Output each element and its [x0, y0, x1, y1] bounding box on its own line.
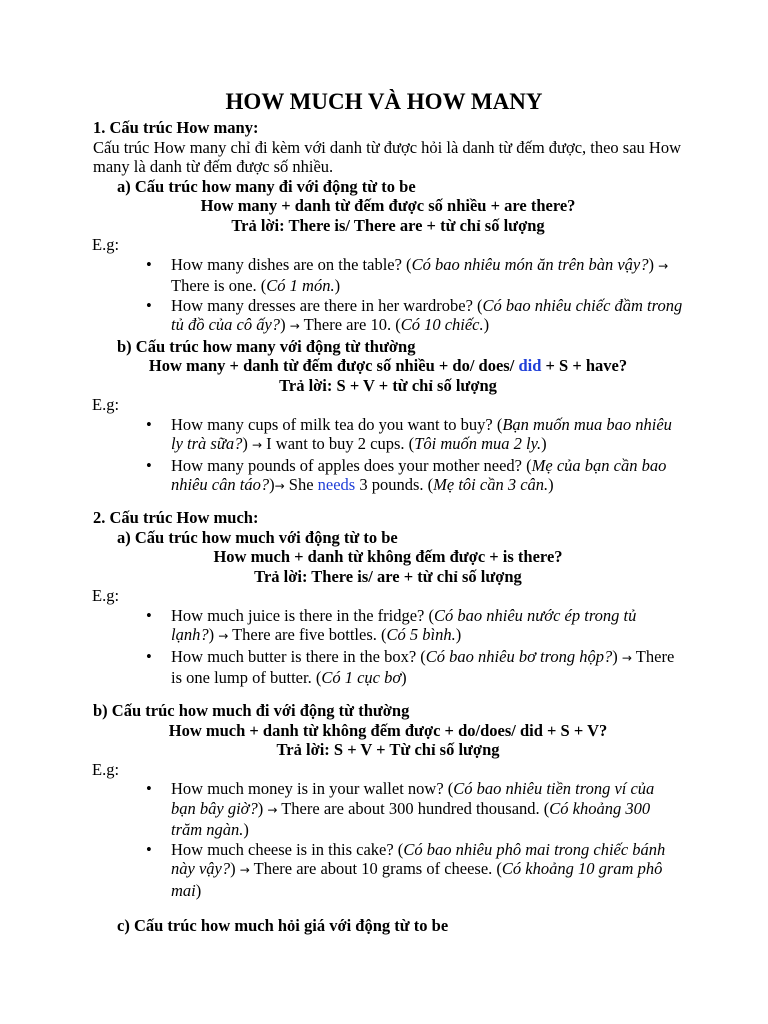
section-heading: 2. Cấu trúc How much:	[93, 508, 259, 527]
subsection-heading: a) Cấu trúc how much với động từ to be	[117, 527, 398, 547]
subsection-heading: a) Cấu trúc how many đi với động từ to be	[117, 176, 416, 196]
example-list	[93, 255, 683, 337]
question-text: How many pounds of apples does your mother need? (	[171, 455, 532, 475]
formula: How much + danh từ không đếm được + is there?	[213, 547, 563, 566]
answer-text: She	[284, 475, 318, 494]
answer-formula: Trả lời: There is/ There are + từ chỉ số lượng	[231, 215, 545, 235]
answer-translation: Có khoảng 10 gram phô mai	[171, 859, 663, 900]
subsection-heading: c) Cấu trúc how much hỏi giá với động từ to be	[117, 916, 449, 935]
answer-translation: Có 10 chiếc.	[400, 315, 484, 334]
example-list	[93, 415, 683, 497]
subsection-heading: b) Cấu trúc how much đi với động từ thường	[93, 701, 410, 720]
translation-text: Mẹ của bạn cần bao nhiêu cân táo?	[171, 455, 667, 494]
answer-text: There are about 10 grams of cheese. (	[249, 859, 502, 878]
arrow-icon: →	[251, 438, 263, 452]
paren: )	[208, 625, 215, 644]
paren: )	[243, 820, 249, 839]
paren: )	[612, 646, 618, 666]
highlighted-word: did	[518, 356, 542, 375]
list-item	[93, 606, 683, 647]
answer-formula: Trả lời: There is/ are + từ chỉ số lượng	[254, 566, 522, 586]
answer-text: 3 pounds. (	[355, 475, 434, 494]
section-how-many	[93, 118, 683, 497]
question-text: How many dresses are there in her wardrobe? (	[171, 295, 483, 315]
arrow-icon: →	[267, 802, 278, 817]
list-item	[93, 415, 683, 456]
arrow-icon: →	[289, 319, 300, 333]
example-label: E.g:	[92, 586, 120, 605]
answer-text: There is one lump of butter. (	[171, 646, 675, 687]
answer-text: There are about 300 hundred thousand. (	[277, 798, 550, 818]
list-item	[93, 647, 683, 688]
list-item	[93, 456, 683, 497]
paren: )	[548, 475, 554, 494]
answer-translation: Có khoảng 300 trăm ngàn.	[171, 798, 651, 839]
paren: )	[269, 475, 275, 494]
paren: )	[541, 434, 547, 453]
example-label: E.g:	[92, 395, 120, 414]
paren: )	[230, 859, 236, 878]
translation-text: Có bao nhiêu món ăn trên bàn vậy?	[411, 254, 649, 274]
answer-translation: Có 1 cục bơ	[321, 668, 402, 687]
paren: )	[257, 798, 264, 818]
paren: )	[455, 625, 462, 644]
list-item	[93, 296, 683, 337]
paren: )	[280, 315, 286, 334]
answer-formula: Trả lời: S + V + Từ chỉ số lượng	[276, 740, 500, 759]
answer-text: There are five bottles. (	[228, 625, 387, 644]
translation-text: Có bao nhiêu nước ép trong tủ lạnh?	[171, 605, 637, 644]
arrow-icon: →	[621, 650, 632, 665]
subsection-how-much-verb	[93, 701, 683, 900]
paren: )	[242, 434, 248, 453]
example-label: E.g:	[92, 235, 120, 254]
translation-text: Bạn muốn mua bao nhiêu ly trà sữa?	[171, 414, 672, 453]
formula: How much + danh từ không đếm được + do/does/ did + S + V?	[168, 720, 608, 740]
translation-text: Có bao nhiêu bơ trong hộp?	[425, 646, 613, 666]
answer-text: There are 10. (	[299, 315, 401, 334]
example-list	[93, 779, 683, 900]
answer-text: I want to buy 2 cups. (	[262, 434, 415, 453]
formula: How many + danh từ đếm được số nhiều + are there?	[200, 196, 576, 215]
highlighted-word: needs	[317, 475, 356, 494]
arrow-icon: →	[658, 258, 669, 273]
section-intro: Cấu trúc How many chỉ đi kèm với danh từ được hỏi là danh từ đếm được, theo sau How many là danh từ đếm được số nhiều.	[93, 137, 681, 176]
list-item	[93, 255, 683, 296]
section-heading: 1. Cấu trúc How many:	[93, 118, 259, 137]
paren: )	[648, 254, 654, 274]
example-list	[93, 606, 683, 688]
paren: )	[483, 315, 490, 334]
question-text: How many dishes are on the table? (	[171, 254, 412, 274]
paren: )	[195, 880, 202, 900]
answer-text: There is one. (	[171, 276, 267, 295]
formula-text: + S + have?	[541, 356, 628, 375]
example-label: E.g:	[92, 759, 120, 779]
translation-text: Có bao nhiêu tiền trong ví của bạn bây giờ?	[171, 779, 655, 818]
document-title: HOW MUCH VÀ HOW MANY	[225, 89, 543, 114]
translation-text: Có bao nhiêu phô mai trong chiếc bánh này vậy?	[171, 839, 666, 878]
formula-text: How many + danh từ đếm được số nhiều + do/ does/	[148, 356, 519, 375]
paren: )	[401, 668, 407, 687]
question-text: How much money is in your wallet now? (	[171, 779, 454, 798]
arrow-icon: →	[239, 863, 250, 877]
question-text: How much juice is there in the fridge? (	[171, 605, 434, 625]
arrow-icon: →	[218, 629, 229, 643]
answer-translation: Tôi muốn mua 2 ly.	[414, 434, 542, 453]
answer-translation: Có 1 món.	[266, 276, 335, 295]
answer-translation: Mẹ tôi cần 3 cân.	[433, 475, 549, 494]
question-text: How much cheese is in this cake? (	[171, 839, 404, 859]
subsection-how-much-price	[93, 916, 683, 936]
question-text: How much butter is there in the box? (	[171, 646, 426, 666]
formula	[93, 356, 683, 376]
list-item	[93, 779, 683, 840]
answer-translation: Có 5 bình.	[386, 625, 456, 644]
question-text: How many cups of milk tea do you want to buy? (	[171, 414, 503, 434]
subsection-heading: b) Cấu trúc how many với động từ thường	[117, 336, 416, 356]
answer-formula: Trả lời: S + V + từ chỉ số lượng	[279, 375, 497, 395]
paren: )	[334, 276, 341, 295]
section-how-much	[93, 508, 683, 688]
arrow-icon: →	[274, 479, 285, 493]
list-item	[93, 840, 683, 901]
translation-text: Có bao nhiêu chiếc đầm trong tủ đồ của cô ấy?	[171, 295, 683, 334]
